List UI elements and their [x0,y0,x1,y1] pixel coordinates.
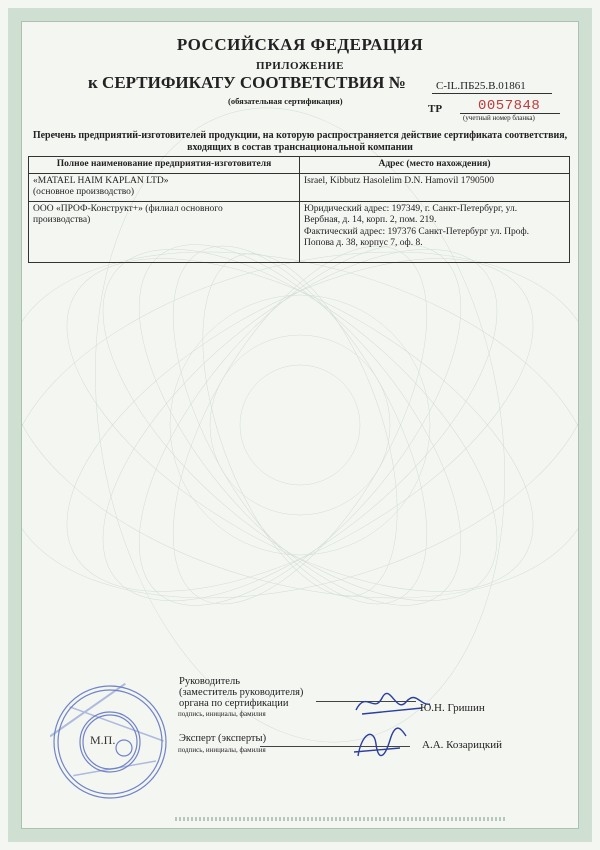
table-cell-name [29,201,300,262]
table-cell-name [29,173,300,201]
producers-table [28,156,570,263]
expert-name: А.А. Козарицкий [422,739,503,751]
certificate-number: C-IL.ПБ25.B.01861 [436,80,526,92]
cell-line: производства) [33,215,91,225]
table-cell-address [300,201,570,262]
head-caption [179,676,319,709]
table-header-row [29,157,570,174]
expert-caption: Эксперт (эксперты) [179,733,267,744]
head-name: Ю.Н. Гришин [420,702,485,714]
cell-line: (основное производство) [33,187,135,197]
mandatory-note: (обязательная сертификация) [228,96,343,106]
footer-microtext-strip [175,817,505,821]
blank-number: 0057848 [478,98,541,114]
stamp-label: М.П. [90,733,116,747]
head-sub-caption: подпись, инициалы, фамилия [178,710,266,718]
blank-number-caption: (учетный номер бланка) [463,114,535,122]
certificate-number-underline [432,93,552,94]
appendix-title: ПРИЛОЖЕНИЕ [256,60,344,72]
tp-label: ТР [428,103,443,115]
country-title: РОССИЙСКАЯ ФЕДЕРАЦИЯ [176,35,424,54]
table-row [29,173,570,201]
expert-sub-caption: подпись, инициалы, фамилия [178,746,266,754]
column-header-address: Адрес (место нахождения) [300,157,570,174]
list-heading: Перечень предприятий-изготовителей продукции, на которую распространяется действие сертификата соответствия, входящих в состав транснациональной компании [32,130,568,153]
cell-line: Попова д. 38, корпус 7, оф. 8. [304,238,423,248]
table-row [29,201,570,262]
cell-line: «MATAEL HAIM KAPLAN LTD» [33,175,169,186]
table-cell-address [300,173,570,201]
cell-line: Вербная, д. 14, корп. 2, пом. 219. [304,215,437,225]
cell-line: Israel, Kibbutz Hasolelim D.N. Hamovil 1790500 [304,175,494,186]
cell-line: Фактический адрес: 197376 Санкт-Петербург ул. Проф. [304,226,530,237]
head-caption-line: органа по сертификации [179,698,289,709]
round-stamp [50,682,170,802]
expert-signature-scribble [350,722,410,764]
column-header-name: Полное наименование предприятия-изготовителя [29,157,300,174]
cell-line: ООО «ПРОФ-Конструкт+» (филиал основного [33,203,223,214]
cell-line: Юридический адрес: 197349, г. Санкт-Петербург, ул. [304,203,518,214]
head-caption-line: (заместитель руководителя) [179,687,304,698]
certificate-title: к СЕРТИФИКАТУ СООТВЕТСТВИЯ № [88,73,406,92]
head-caption-line: Руководитель [179,676,240,687]
